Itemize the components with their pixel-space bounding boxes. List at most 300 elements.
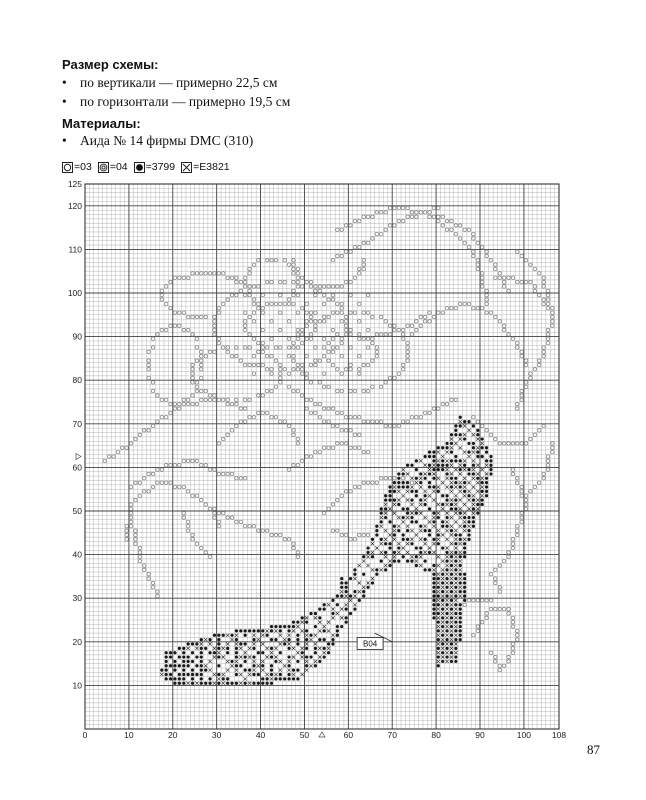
stitch-04	[489, 607, 492, 610]
stitch-04	[279, 368, 282, 371]
stitch-e3821	[380, 568, 383, 571]
stitch-3799	[173, 669, 176, 672]
stitch-04	[358, 333, 361, 336]
stitch-04	[344, 416, 347, 419]
stitch-04	[375, 333, 378, 336]
stitch-3799	[191, 651, 194, 654]
stitch-04	[498, 586, 501, 589]
stitch-3799	[454, 424, 457, 427]
stitch-04	[301, 341, 304, 344]
stitch-04	[309, 363, 312, 366]
stitch-04	[143, 490, 146, 493]
stitch-3799	[454, 542, 457, 545]
stitch-3799	[384, 516, 387, 519]
stitch-04	[252, 285, 255, 288]
stitch-e3821	[476, 446, 479, 449]
stitch-04	[406, 341, 409, 344]
stitch-04	[336, 302, 339, 305]
stitch-04	[279, 533, 282, 536]
stitch-04	[371, 215, 374, 218]
stitch-e3821	[160, 673, 163, 676]
stitch-04	[511, 546, 514, 549]
stitch-e3821	[248, 647, 251, 650]
stitch-04	[410, 481, 413, 484]
stitch-04	[279, 420, 282, 423]
stitch-e3821	[432, 525, 435, 528]
stitch-04	[362, 389, 365, 392]
stitch-04	[480, 246, 483, 249]
stitch-3799	[187, 655, 190, 658]
stitch-04	[204, 355, 207, 358]
stitch-3799	[266, 682, 269, 685]
stitch-04	[243, 407, 246, 410]
stitch-04	[248, 398, 251, 401]
stitch-3799	[235, 651, 238, 654]
stitch-3799	[274, 625, 277, 628]
stitch-04	[538, 272, 541, 275]
stitch-3799	[292, 677, 295, 680]
stitch-04	[511, 642, 514, 645]
stitch-04	[485, 429, 488, 432]
stitch-04	[318, 416, 321, 419]
stitch-04	[546, 333, 549, 336]
stitch-e3821	[450, 568, 453, 571]
stitch-3799	[270, 625, 273, 628]
stitch-04	[353, 311, 356, 314]
stitch-04	[437, 219, 440, 222]
stitch-04	[261, 363, 264, 366]
stitch-04	[472, 599, 475, 602]
stitch-e3821	[459, 594, 462, 597]
stitch-04	[164, 398, 167, 401]
stitch-3799	[476, 455, 479, 458]
stitch-04	[296, 328, 299, 331]
stitch-04	[292, 429, 295, 432]
stitch-e3821	[274, 673, 277, 676]
stitch-04	[191, 381, 194, 384]
stitch-3799	[459, 485, 462, 488]
stitch-04	[502, 559, 505, 562]
stitch-3799	[200, 655, 203, 658]
stitch-04	[349, 363, 352, 366]
y-tick-label: 60	[72, 462, 82, 473]
stitch-04	[292, 346, 295, 349]
stitch-04	[384, 424, 387, 427]
stitch-e3821	[187, 647, 190, 650]
stitch-e3821	[397, 542, 400, 545]
stitch-3799	[340, 594, 343, 597]
stitch-04	[248, 333, 251, 336]
stitch-e3821	[208, 660, 211, 663]
stitch-e3821	[235, 660, 238, 663]
stitch-e3821	[327, 603, 330, 606]
stitch-3799	[419, 499, 422, 502]
stitch-04	[182, 328, 185, 331]
stitch-04	[485, 289, 488, 292]
stitch-04	[252, 320, 255, 323]
stitch-3799	[287, 664, 290, 667]
stitch-04	[353, 538, 356, 541]
stitch-3799	[428, 455, 431, 458]
stitch-3799	[459, 612, 462, 615]
stitch-3799	[165, 673, 168, 676]
stitch-3799	[454, 586, 457, 589]
stitch-04	[494, 315, 497, 318]
stitch-3799	[191, 669, 194, 672]
stitch-04	[371, 337, 374, 340]
stitch-3799	[393, 560, 396, 563]
stitch-3799	[283, 642, 286, 645]
stitch-04	[301, 328, 304, 331]
stitch-3799	[454, 433, 457, 436]
stitch-04	[261, 346, 264, 349]
stitch-e3821	[406, 551, 409, 554]
stitch-e3821	[450, 446, 453, 449]
stitch-e3821	[437, 573, 440, 576]
stitch-04	[151, 472, 154, 475]
stitch-e3821	[213, 682, 216, 685]
stitch-3799	[252, 638, 255, 641]
stitch-04	[301, 307, 304, 310]
stitch-3799	[287, 655, 290, 658]
stitch-e3821	[371, 577, 374, 580]
stitch-04	[147, 490, 150, 493]
stitch-04	[270, 533, 273, 536]
stitch-3799	[296, 677, 299, 680]
stitch-3799	[244, 655, 247, 658]
stitch-e3821	[437, 485, 440, 488]
stitch-3799	[345, 581, 348, 584]
stitch-3799	[235, 673, 238, 676]
stitch-3799	[208, 638, 211, 641]
stitch-04	[349, 368, 352, 371]
stitch-04	[279, 293, 282, 296]
stitch-04	[182, 459, 185, 462]
stitch-e3821	[454, 581, 457, 584]
stitch-e3821	[445, 529, 448, 532]
stitch-e3821	[222, 673, 225, 676]
stitch-04	[397, 219, 400, 222]
stitch-3799	[432, 459, 435, 462]
stitch-04	[415, 211, 418, 214]
stitch-04	[265, 368, 268, 371]
stitch-3799	[459, 590, 462, 593]
stitch-04	[125, 525, 128, 528]
stitch-e3821	[445, 538, 448, 541]
stitch-04	[340, 311, 343, 314]
stitch-04	[340, 494, 343, 497]
stitch-3799	[441, 599, 444, 602]
stitch-04	[200, 363, 203, 366]
stitch-e3821	[454, 529, 457, 532]
stitch-e3821	[463, 433, 466, 436]
stitch-04	[529, 263, 532, 266]
stitch-3799	[226, 682, 229, 685]
stitch-3799	[489, 472, 492, 475]
stitch-3799	[445, 499, 448, 502]
stitch-04	[362, 420, 365, 423]
stitch-04	[164, 302, 167, 305]
stitch-04	[520, 355, 523, 358]
stitch-e3821	[406, 525, 409, 528]
stitch-e3821	[463, 529, 466, 532]
stitch-04	[270, 280, 273, 283]
stitch-3799	[301, 616, 304, 619]
stitch-3799	[309, 612, 312, 615]
stitch-e3821	[415, 533, 418, 536]
stitch-e3821	[274, 647, 277, 650]
stitch-e3821	[266, 673, 269, 676]
stitch-3799	[445, 612, 448, 615]
stitch-04	[489, 651, 492, 654]
stitch-04	[489, 573, 492, 576]
stitch-3799	[384, 507, 387, 510]
stitch-3799	[459, 608, 462, 611]
stitch-3799	[445, 446, 448, 449]
stitch-e3821	[393, 555, 396, 558]
stitch-04	[380, 232, 383, 235]
stitch-3799	[402, 516, 405, 519]
stitch-3799	[437, 577, 440, 580]
stitch-e3821	[305, 616, 308, 619]
stitch-04	[441, 215, 444, 218]
stitch-04	[204, 389, 207, 392]
stitch-e3821	[353, 577, 356, 580]
stitch-3799	[441, 616, 444, 619]
stitch-e3821	[450, 490, 453, 493]
stitch-3799	[450, 529, 453, 532]
stitch-e3821	[454, 599, 457, 602]
stitch-04	[336, 529, 339, 532]
stitch-3799	[476, 451, 479, 454]
stitch-04	[551, 446, 554, 449]
stitch-04	[511, 472, 514, 475]
stitch-04	[533, 485, 536, 488]
stitch-3799	[432, 608, 435, 611]
stitch-3799	[287, 629, 290, 632]
stitch-3799	[445, 472, 448, 475]
stitch-e3821	[437, 529, 440, 532]
stitch-e3821	[366, 581, 369, 584]
stitch-04	[292, 341, 295, 344]
stitch-3799	[336, 634, 339, 637]
stitch-e3821	[437, 581, 440, 584]
stitch-e3821	[432, 568, 435, 571]
stitch-e3821	[366, 564, 369, 567]
stitch-04	[173, 464, 176, 467]
stitch-04	[186, 398, 189, 401]
stitch-e3821	[406, 516, 409, 519]
stitch-e3821	[371, 551, 374, 554]
stitch-e3821	[437, 512, 440, 515]
stitch-e3821	[301, 673, 304, 676]
stitch-e3821	[410, 503, 413, 506]
stitch-3799	[340, 625, 343, 628]
stitch-3799	[230, 634, 233, 637]
stitch-e3821	[331, 616, 334, 619]
stitch-e3821	[459, 560, 462, 563]
stitch-04	[292, 355, 295, 358]
stitch-3799	[200, 673, 203, 676]
stitch-04	[243, 525, 246, 528]
stitch-3799	[323, 655, 326, 658]
stitch-04	[230, 355, 233, 358]
stitch-04	[235, 520, 238, 523]
stitch-04	[353, 219, 356, 222]
stitch-04	[375, 355, 378, 358]
stitch-04	[322, 372, 325, 375]
stitch-3799	[200, 647, 203, 650]
stitch-04	[520, 516, 523, 519]
stitch-3799	[384, 568, 387, 571]
stitch-04	[151, 581, 154, 584]
stitch-e3821	[419, 512, 422, 515]
stitch-3799	[432, 451, 435, 454]
stitch-e3821	[485, 472, 488, 475]
stitch-e3821	[419, 555, 422, 558]
stitch-04	[349, 250, 352, 253]
stitch-04	[507, 607, 510, 610]
stitch-04	[336, 346, 339, 349]
stitch-04	[423, 411, 426, 414]
stitch-04	[226, 350, 229, 353]
stitch-04	[331, 285, 334, 288]
stitch-3799	[424, 538, 427, 541]
legend-item-3799: =3799	[134, 161, 176, 173]
stitch-04	[358, 416, 361, 419]
stitch-3799	[169, 655, 172, 658]
stitch-3799	[173, 660, 176, 663]
stitch-3799	[459, 564, 462, 567]
stitch-04	[384, 228, 387, 231]
stitch-e3821	[454, 555, 457, 558]
stitch-04	[230, 293, 233, 296]
stitch-e3821	[441, 594, 444, 597]
stitch-04	[489, 433, 492, 436]
stitch-04	[393, 206, 396, 209]
stitch-04	[134, 538, 137, 541]
stitch-04	[178, 485, 181, 488]
stitch-04	[287, 298, 290, 301]
stitch-3799	[279, 651, 282, 654]
stitch-3799	[410, 490, 413, 493]
stitch-3799	[463, 516, 466, 519]
stitch-04	[226, 472, 229, 475]
stitch-3799	[424, 503, 427, 506]
stitch-3799	[230, 660, 233, 663]
stitch-3799	[222, 677, 225, 680]
stitch-04	[551, 442, 554, 445]
stitch-04	[467, 599, 470, 602]
stitch-3799	[459, 629, 462, 632]
stitch-e3821	[467, 481, 470, 484]
stitch-04	[314, 293, 317, 296]
stitch-04	[309, 398, 312, 401]
stitch-e3821	[454, 590, 457, 593]
stitch-3799	[467, 472, 470, 475]
stitch-3799	[428, 451, 431, 454]
stitch-04	[283, 538, 286, 541]
stitch-e3821	[410, 512, 413, 515]
stitch-04	[243, 324, 246, 327]
stitch-3799	[463, 590, 466, 593]
stitch-04	[397, 206, 400, 209]
stitch-04	[494, 607, 497, 610]
stitch-04	[358, 368, 361, 371]
stitch-3799	[472, 499, 475, 502]
stitch-04	[485, 250, 488, 253]
stitch-04	[279, 346, 282, 349]
stitch-3799	[358, 599, 361, 602]
stitch-3799	[445, 647, 448, 650]
stitch-3799	[375, 529, 378, 532]
stitch-04	[371, 237, 374, 240]
stitch-e3821	[204, 638, 207, 641]
stitch-04	[314, 402, 317, 405]
stitch-04	[243, 477, 246, 480]
stitch-04	[178, 407, 181, 410]
stitch-04	[511, 625, 514, 628]
stitch-3799	[336, 629, 339, 632]
stitch-04	[516, 477, 519, 480]
stitch-e3821	[424, 490, 427, 493]
page-number: 87	[587, 742, 600, 757]
stitch-04	[309, 333, 312, 336]
stitch-e3821	[388, 507, 391, 510]
stitch-04	[226, 276, 229, 279]
stitch-04	[200, 464, 203, 467]
stitch-04	[134, 437, 137, 440]
stitch-04	[156, 333, 159, 336]
stitch-e3821	[485, 464, 488, 467]
stitch-e3821	[384, 564, 387, 567]
stitch-04	[472, 237, 475, 240]
stitch-3799	[402, 485, 405, 488]
stitch-04	[138, 555, 141, 558]
stitch-04	[160, 293, 163, 296]
stitch-04	[279, 328, 282, 331]
stitch-04	[371, 420, 374, 423]
stitch-e3821	[454, 520, 457, 523]
stitch-04	[226, 433, 229, 436]
stitch-04	[362, 263, 365, 266]
stitch-04	[520, 254, 523, 257]
stitch-04	[322, 302, 325, 305]
stitch-e3821	[428, 468, 431, 471]
stitch-3799	[187, 673, 190, 676]
stitch-04	[296, 389, 299, 392]
stitch-04	[230, 402, 233, 405]
stitch-04	[551, 315, 554, 318]
stitch-04	[292, 433, 295, 436]
stitch-e3821	[419, 459, 422, 462]
stitch-04	[516, 481, 519, 484]
y-tick-label: 110	[68, 244, 82, 255]
stitch-3799	[441, 634, 444, 637]
stitch-3799	[393, 551, 396, 554]
stitch-04	[401, 219, 404, 222]
stitch-3799	[191, 677, 194, 680]
stitch-04	[336, 254, 339, 257]
stitch-04	[494, 263, 497, 266]
stitch-3799	[178, 664, 181, 667]
stitch-04	[248, 363, 251, 366]
stitch-3799	[432, 520, 435, 523]
stitch-04	[129, 485, 132, 488]
stitch-04	[340, 429, 343, 432]
stitch-3799	[353, 568, 356, 571]
stitch-e3821	[463, 468, 466, 471]
